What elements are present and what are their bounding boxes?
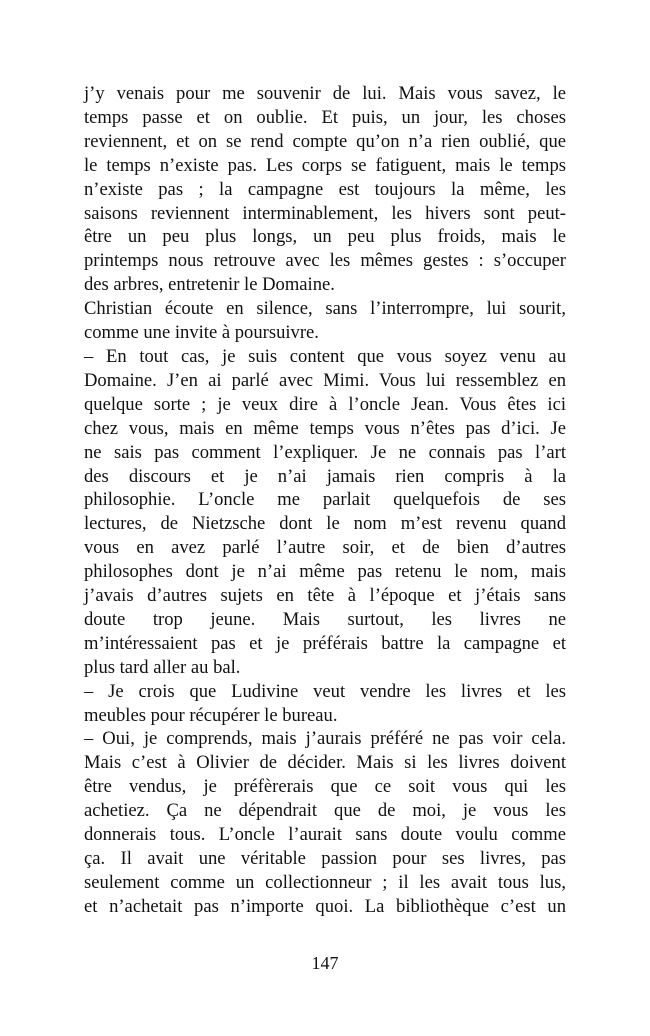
text-line: Domaine. J’en ai parlé avec Mimi. Vous lui ressemblez en <box>84 369 566 391</box>
text-line: meubles pour récupérer le bureau. <box>84 704 338 726</box>
text-line: comme une invite à poursuivre. <box>84 322 319 344</box>
text-line: être vendus, je préfèrerais que ce soit vous qui les <box>84 776 566 798</box>
text-line: – Je crois que Ludivine veut vendre les livres et les <box>84 680 566 702</box>
text-line: Christian écoute en silence, sans l’interrompre, lui sourit, <box>84 298 566 320</box>
text-line: – Oui, je comprends, mais j’aurais préféré ne pas voir cela. <box>84 728 566 750</box>
text-line: seulement comme un collectionneur ; il les avait tous lus, <box>84 871 566 893</box>
text-line: et n’achetait pas n’importe quoi. La bibliothèque c’est un <box>84 895 566 917</box>
text-line: donnerais tous. L’oncle l’aurait sans doute voulu comme <box>84 824 566 846</box>
text-line: j’y venais pour me souvenir de lui. Mais vous savez, le <box>84 83 566 104</box>
text-line: achetiez. Ça ne dépendrait que de moi, je vous les <box>84 800 566 822</box>
text-line: Mais c’est à Olivier de décider. Mais si les livres doivent <box>84 752 566 774</box>
text-line: n’existe pas ; la campagne est toujours la même, les <box>84 178 566 200</box>
text-line: reviennent, et on se rend compte qu’on n’a rien oublié, que <box>84 130 566 152</box>
text-line: quelque sorte ; je veux dire à l’oncle Jean. Vous êtes ici <box>84 393 566 415</box>
text-line: des arbres, entretenir le Domaine. <box>84 274 335 296</box>
text-line: être un peu plus longs, un peu plus froids, mais le <box>84 226 566 248</box>
text-line: m’intéressaient pas et je préférais battre la campagne et <box>84 632 566 654</box>
text-line: plus tard aller au bal. <box>84 656 241 678</box>
text-line: le temps n’existe pas. Les corps se fatiguent, mais le temps <box>84 154 566 176</box>
text-line: philosophie. L’oncle me parlait quelquefois de ses <box>84 489 566 511</box>
text-line: printemps nous retrouve avec les mêmes gestes : s’occuper <box>84 250 566 272</box>
text-line: ne sais pas comment l’expliquer. Je ne connais pas l’art <box>84 441 566 463</box>
text-line: lectures, de Nietzsche dont le nom m’est revenu quand <box>84 513 566 535</box>
text-line: temps passe et on oublie. Et puis, un jour, les choses <box>84 106 566 128</box>
text-line: chez vous, mais en même temps vous n’êtes pas d’ici. Je <box>84 417 566 439</box>
text-line: ça. Il avait une véritable passion pour ses livres, pas <box>84 848 566 869</box>
page-number: 147 <box>311 953 339 973</box>
text-line: des discours et je n’ai jamais rien compris à la <box>84 465 566 487</box>
text-line: vous en avez parlé l’autre soir, et de bien d’autres <box>84 537 566 559</box>
text-line: j’avais d’autres sujets en tête à l’époque et j’étais sans <box>84 585 566 607</box>
text-line: saisons reviennent interminablement, les hivers sont peut- <box>84 202 566 224</box>
text-line: doute trop jeune. Mais surtout, les livres ne <box>84 608 566 630</box>
text-line: philosophes dont je n’ai même pas retenu le nom, mais <box>84 561 566 583</box>
body-text <box>84 82 566 919</box>
text-line: – En tout cas, je suis content que vous soyez venu au <box>84 345 566 367</box>
